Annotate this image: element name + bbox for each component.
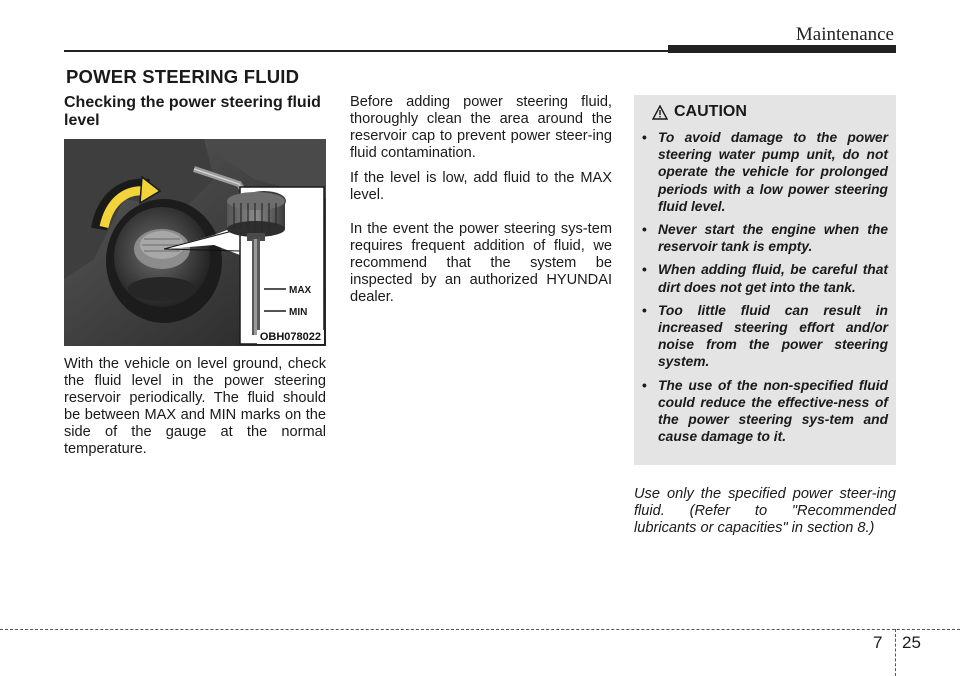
header-rule	[64, 50, 672, 52]
page-number-divider	[895, 629, 896, 676]
left-body-paragraph: With the vehicle on level ground, check the fluid level in the power steering reservoir periodically. The fluid should be between MAX and MIN marks on the side of the gauge at the normal temperature.	[64, 356, 326, 457]
caution-item: • When adding fluid, be careful that dirt does not get into the tank.	[642, 262, 888, 295]
warning-triangle-icon	[652, 105, 668, 120]
fluid-note: Use only the specified power steer-ing fluid. (Refer to "Recommended lubricants or capacities" in section 8.)	[634, 486, 896, 536]
caution-list	[642, 129, 888, 451]
caution-title: CAUTION	[674, 103, 747, 120]
max-label: MAX	[289, 285, 312, 296]
section-title: POWER STEERING FLUID	[66, 66, 300, 87]
header-rule-thick	[668, 45, 896, 53]
middle-paragraph-3: In the event the power steering sys-tem requires frequent addition of fluid, we recommend that the system be inspected by an authorized HYUNDAI dealer.	[350, 221, 612, 305]
reservoir-figure	[64, 139, 326, 346]
reservoir-illustration	[64, 139, 326, 346]
caution-item: • Too little fluid can result in increased steering effort and/or noise from the power steering system.	[642, 302, 888, 370]
middle-paragraph-2: If the level is low, add fluid to the MAX level.	[350, 170, 612, 203]
chapter-title: Maintenance	[795, 24, 894, 45]
footer-rule	[0, 629, 960, 630]
middle-body	[350, 94, 612, 314]
caution-item: • Never start the engine when the reservoir tank is empty.	[642, 222, 888, 255]
caution-header	[652, 103, 747, 121]
caution-item: • The use of the non-specified fluid could reduce the effective-ness of the power steering sys-tem and cause damage to it.	[642, 377, 888, 445]
page-number: 25	[902, 633, 921, 652]
caution-box	[634, 95, 896, 465]
min-label: MIN	[289, 307, 308, 318]
caution-item: • To avoid damage to the power steering water pump unit, do not operate the vehicle for prolonged periods with a low power steering fluid level.	[642, 130, 888, 214]
middle-paragraph-1: Before adding power steering fluid, thoroughly clean the area around the reservoir cap to prevent power steer-ing fluid contamination.	[350, 94, 612, 161]
subheading: Checking the power steering fluid level	[64, 94, 321, 129]
figure-code: OBH078022	[257, 330, 324, 344]
left-body	[64, 356, 326, 466]
chapter-number: 7	[873, 633, 883, 652]
